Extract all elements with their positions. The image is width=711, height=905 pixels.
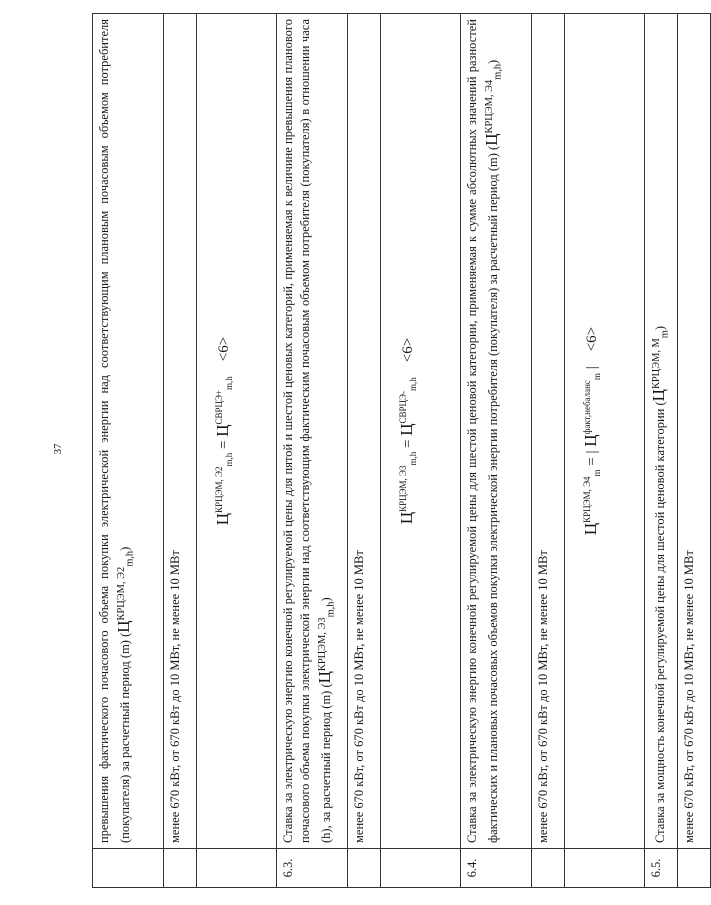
symbol-superscript: КРЦЭМ, Э3 bbox=[317, 617, 328, 672]
table-row bbox=[532, 14, 565, 888]
formula-lhs-subscript: m bbox=[592, 469, 602, 477]
formula bbox=[197, 14, 277, 849]
formula-lhs-subscript: m,h bbox=[408, 451, 418, 466]
table-row bbox=[93, 14, 164, 888]
formula-rhs-superscript: факт,небаланс bbox=[582, 380, 592, 435]
footnote-ref: <6> bbox=[216, 336, 232, 362]
symbol-subscript: m,h bbox=[492, 63, 504, 80]
row-description: Ставка за электрическую энергию конечной регулируемой цены для шестой ценовой категории, применяемая к сумме абсолютных значений разностей фактических и плановых почасовых объемов покупки электрической энергии потребителя (покупателя) за расчетный период (m) $(Ц^{КРЦЭМ, Э4}_{m,h})$ bbox=[461, 14, 532, 849]
power-range-text: менее 670 кВт, от 670 кВт до 10 МВт, не менее 10 МВт bbox=[348, 14, 381, 849]
formula: $Ц^{КРЦЭМ, Э4}_m$ = | $Ц^{факт,небаланс}_m$ | <6> bbox=[565, 14, 645, 849]
formula-rhs-symbol: Ц bbox=[581, 434, 600, 447]
row-number: 6.3. bbox=[277, 849, 348, 888]
symbol-superscript: КРЦЭМ, М bbox=[651, 338, 662, 390]
symbol: Ц bbox=[649, 389, 669, 402]
row-number: 6.4. bbox=[461, 849, 532, 888]
row-description: Ставка за электрическую энергию конечной регулируемой цены для пятой и шестой ценовых категорий, применяемая к величине превышения планового почасового объема покупки электрической энергии над соответствующим фактическим почасовым объемом потребителя (покупателя) в отношении часа (h), за расчетный период (m) $(Ц^{КРЦЭМ, Э3}_{m,h})$ bbox=[277, 14, 348, 849]
formula-lhs-superscript: КРЦЭМ, Э4 bbox=[582, 476, 592, 523]
description-text: Ставка за мощность конечной регулируемой цены для шестой ценовой категории bbox=[653, 408, 668, 843]
formula bbox=[381, 14, 461, 849]
power-range-text: менее 670 кВт, от 670 кВт до 10 МВт, не менее 10 МВт bbox=[678, 14, 711, 849]
row-number: 6.5. bbox=[645, 849, 678, 888]
row-description: Ставка за мощность конечной регулируемой цены для шестой ценовой категории $(Ц^{КРЦЭМ, М}_m)$ bbox=[645, 14, 678, 849]
description-text: Ставка за электрическую энергию конечной регулируемой цены для пятой и шестой ценовых категорий, применяемая к величине превышения планового почасового объема покупки электрической энергии над соответствующим фактическим почасовым объемом потребителя (покупателя) в отношении часа (h), за расчетный период (m) bbox=[281, 19, 334, 843]
table-row bbox=[197, 14, 277, 888]
table-row bbox=[164, 14, 197, 888]
formula-lhs-symbol: Ц bbox=[397, 511, 416, 525]
formula-equals: = bbox=[216, 440, 232, 450]
table-row bbox=[565, 14, 645, 888]
formula-lhs-superscript: КРЦЭМ, Э3 bbox=[398, 465, 408, 512]
formula-lhs-symbol: Ц bbox=[213, 512, 232, 526]
formula-rhs-symbol: Ц bbox=[213, 424, 232, 437]
symbol-superscript: КРЦЭМ, Э2 bbox=[116, 566, 127, 621]
power-range-text: менее 670 кВт, от 670 кВт до 10 МВт, не менее 10 МВт bbox=[532, 14, 565, 849]
power-range-text: менее 670 кВт, от 670 кВт до 10 МВт, не менее 10 МВт bbox=[164, 14, 197, 849]
formula-rhs-superscript: СВРЦЭ+ bbox=[214, 389, 224, 425]
tariff-table-page bbox=[92, 13, 696, 888]
formula-equals: = bbox=[584, 457, 600, 466]
symbol: Ц bbox=[114, 620, 134, 633]
row-description: превышения фактического почасового объема покупки электрической энергии над соответствующим плановым почасовым объемом потребителя (покупателя) за расчетный период (m) $(Ц^{КРЦЭМ, Э2}_{m,h})$ bbox=[93, 14, 164, 849]
symbol: Ц bbox=[315, 671, 335, 684]
formula-lhs-superscript: КРЦЭМ, Э2 bbox=[214, 466, 224, 513]
table-row bbox=[381, 14, 461, 888]
formula-equals: = bbox=[400, 439, 416, 448]
formula-rhs-subscript: m,h bbox=[224, 376, 234, 390]
formula-lhs-subscript: m,h bbox=[224, 452, 234, 467]
symbol-subscript: m bbox=[659, 330, 671, 339]
table-row bbox=[277, 14, 348, 888]
table-row bbox=[461, 14, 532, 888]
table-row bbox=[348, 14, 381, 888]
page-number: 37 bbox=[52, 443, 64, 455]
formula-lhs-symbol: Ц bbox=[581, 522, 600, 536]
description-text: Ставка за электрическую энергию конечной регулируемой цены для шестой ценовой категории, применяемая к сумме абсолютных значений разностей фактических и плановых почасовых объемов покупки электрической энергии потребителя (покупателя) за расчетный период (m) bbox=[465, 19, 501, 843]
symbol-superscript: КРЦЭМ, Э4 bbox=[484, 79, 495, 134]
tariff-table bbox=[92, 13, 711, 888]
description-text: превышения фактического почасового объема покупки электрической энергии над соответствующим плановым почасовым объемом потребителя (покупателя) за расчетный период (m) bbox=[97, 19, 133, 843]
rotated-page-region bbox=[92, 13, 696, 888]
table-row bbox=[645, 14, 678, 888]
footnote-ref: <6> bbox=[584, 326, 600, 352]
symbol: Ц bbox=[482, 133, 502, 146]
formula-rhs-subscript: m bbox=[592, 373, 602, 381]
formula-rhs-subscript: m,h bbox=[408, 377, 418, 392]
footnote-ref: <6> bbox=[400, 337, 416, 363]
formula-rhs-symbol: Ц bbox=[397, 423, 416, 436]
formula-rhs-superscript: СВРЦЭ- bbox=[398, 391, 408, 424]
row-number bbox=[93, 849, 164, 888]
table-row bbox=[678, 14, 711, 888]
symbol-subscript: m,h bbox=[325, 601, 337, 618]
symbol-subscript: m,h bbox=[124, 550, 136, 567]
